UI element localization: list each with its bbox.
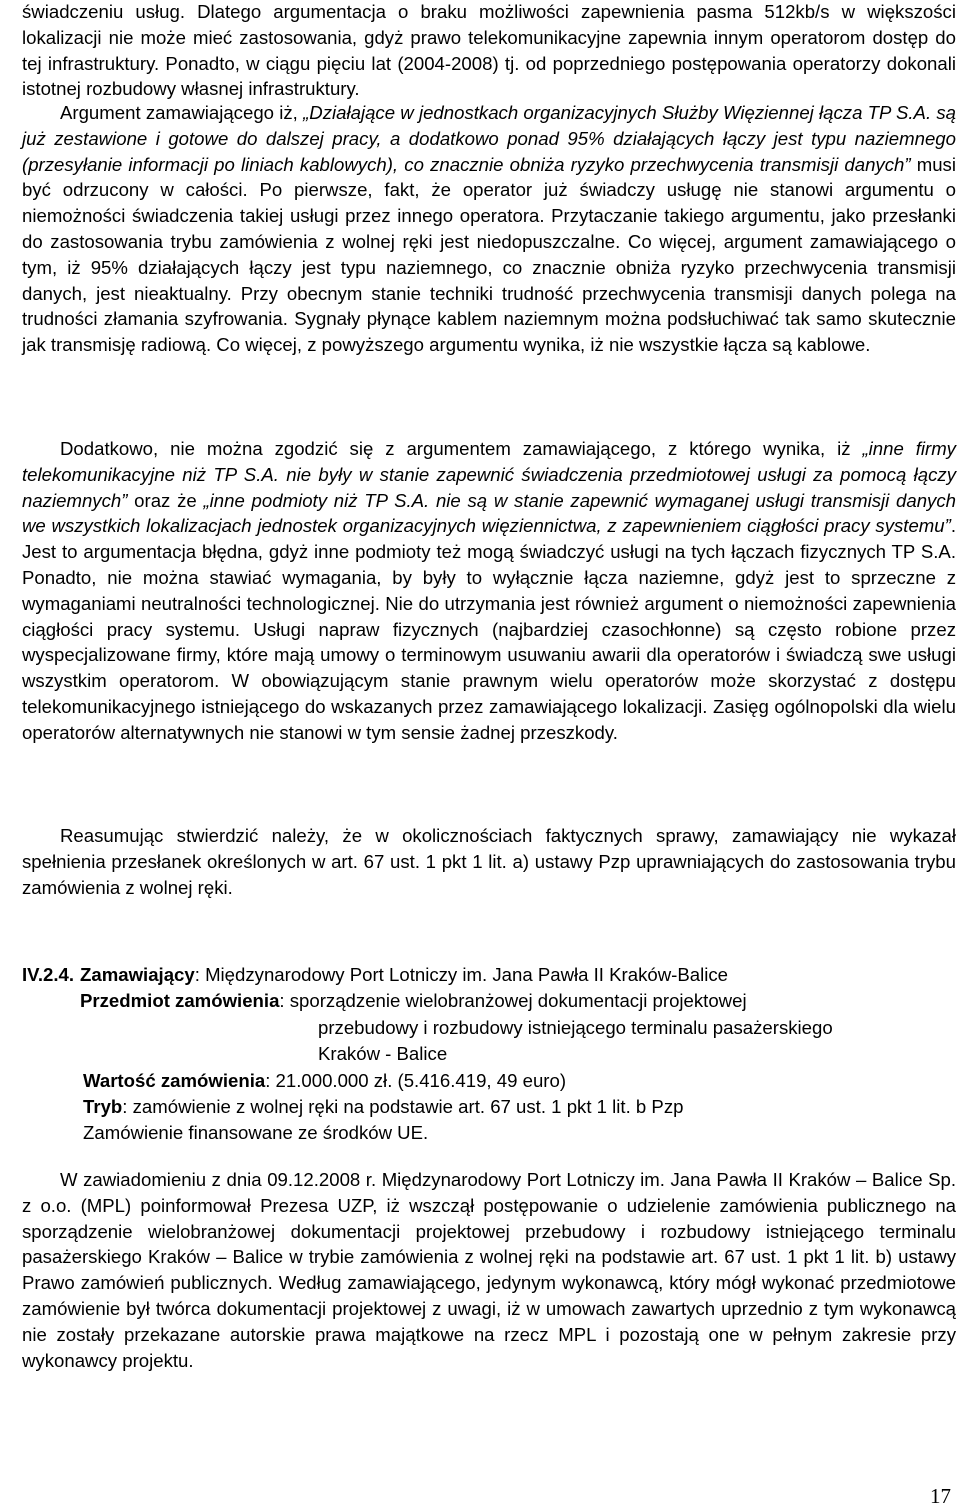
paragraph-3 [22, 436, 956, 746]
paragraph-5 [22, 1167, 956, 1373]
paragraph-3-text-start: Dodatkowo, nie można zgodzić się z argumentem zamawiającego, z którego wynika, iż [60, 438, 863, 459]
paragraph-3-text-end: . Jest to argumentacja błędna, gdyż inne podmioty też mogą świadczyć usługi na tych łączach fizycznych TP S.A. Ponadto, nie można stawiać wymagania, by były to wyłącznie łącza naziemne, gdyż jest to sprzeczne z wymaganiami neutralności technologicznej. Nie do utrzymania jest również argument o niemożności zapewnienia ciągłości pracy systemu. Usługi napraw fizycznych (najbardziej czasochłonne) są często robione przez wyspecjalizowane firmy, które mają umowy o terminowym usuwaniu awarii dla operatorów i świadczą swe usługi wszystkim operatorom. W obowiązującym stanie prawnym wielu operatorów może skorzystać z dostępu telekomunikacyjnego istniejącego do wskazanych przez zamawiającego lokalizacji. Zasięg ogólnopolski dla wielu operatorów alternatywnych nie stanowi w tym sensie żadnej przeszkody. [22, 515, 956, 743]
ordering-party-line [80, 962, 728, 988]
subject-value-1: : sporządzenie wielobranżowej dokumentacji projektowej [279, 990, 747, 1011]
mode-label: Tryb [83, 1096, 123, 1117]
paragraph-2-text-start: Argument zamawiającego iż, [60, 102, 304, 123]
paragraph-5-text: W zawiadomieniu z dnia 09.12.2008 r. Międzynarodowy Port Lotniczy im. Jana Pawła II Kraków – Balice Sp. z o.o. (MPL) poinformował Prezesa UZP, iż wszczął postępowanie o udzielenie zamówienia publicznego na sporządzenie wielobranżowej dokumentacji projektowej przebudowy i rozbudowy istniejącego terminalu pasażerskiego Kraków – Balice w trybie zamówienia z wolnej ręki na podstawie art. 67 ust. 1 pkt 1 lit. b) ustawy Prawo zamówień publicznych. Według zamawiającego, jedynym wykonawcą, który mógł wykonać przedmiotowe zamówienie był twórca dokumentacji projektowej z uwagi, iż w umowach zawartych uprzednio z tym wykonawcą nie zostały przekazane autorskie prawa majątkowe na rzecz MPL i pozostają one w pełnym zakresie przy wykonawcy projektu. [22, 1169, 956, 1371]
paragraph-1-text: świadczeniu usług. Dlatego argumentacja o braku możliwości zapewnienia pasma 512kb/s w większości lokalizacji nie może mieć zastosowania, gdyż prawo telekomunikacyjne zapewnia innym operatorom dostęp do tej infrastruktury. Ponadto, w ciągu pięciu lat (2004-2008) tj. od poprzedniego postępowania operatorzy dokonali istotnej rozbudowy własnej infrastruktury. [22, 1, 956, 100]
value-label: Wartość zamówienia [83, 1070, 266, 1091]
value-amount: : 21.000.000 zł. (5.416.419, 49 euro) [265, 1070, 567, 1091]
mode-line [83, 1094, 683, 1120]
value-line [83, 1068, 566, 1094]
paragraph-1 [22, 0, 956, 102]
subject-value-3: Kraków - Balice [318, 1043, 448, 1064]
paragraph-4 [22, 823, 956, 900]
mode-value: : zamówienie z wolnej ręki na podstawie art. 67 ust. 1 pkt 1 lit. b Pzp [122, 1096, 684, 1117]
paragraph-3-quote-1: „inne firmy telekomunikacyjne niż TP S.A. nie były w stanie zapewnić świadczenia przedmiotowej usługi za pomocą łączy naziemnych” [22, 438, 956, 511]
subject-value-2: przebudowy i rozbudowy istniejącego terminalu pasażerskiego [318, 1017, 833, 1038]
paragraph-2-text-end: musi być odrzucony w całości. Po pierwsze, fakt, że operator już świadczy usługę nie stanowi argumentu o niemożności świadczenia takiej usługi przez innego operatora. Przytaczanie takiego argumentu, jako przesłanki do zastosowania trybu zamówienia z wolnej ręki jest niedopuszczalne. Co więcej, argument zamawiającego o tym, iż 95% działających łączy jest typu naziemnego, co znacznie obniża ryzyko przechwycenia transmisji danych, jest nieaktualny. Przy obecnym stanie techniki trudność przechwycenia transmisji danych polega na trudności złamania szyfrowania. Sygnały płynące kablem naziemnym można podsłuchiwać tak samo skutecznie jak transmisję radiową. Co więcej, z powyższego argumentu wynika, iż nie wszystkie łącza są kablowe. [22, 153, 956, 356]
ordering-party-value: : Międzynarodowy Port Lotniczy im. Jana Pawła II Kraków-Balice [194, 964, 728, 985]
paragraph-2-quote: „Działające w jednostkach organizacyjnych Służby Więziennej łącza TP S.A. są już zestawione i gotowe do dalszej pracy, a dodatkowo ponad 95% działających łączy jest typu naziemnego (przesyłanie informacji po liniach kablowych), co znacznie obniża ryzyko przechwycenia transmisji danych” [22, 102, 956, 175]
paragraph-4-text: Reasumując stwierdzić należy, że w okolicznościach faktycznych sprawy, zamawiający nie wykazał spełnienia przesłanek określonych w art. 67 ust. 1 pkt 1 lit. a) ustawy Pzp uprawniających do zastosowania trybu zamówienia z wolnej ręki. [22, 825, 956, 898]
page-number: 17 [930, 1484, 951, 1508]
ordering-party-label: Zamawiający [80, 964, 195, 985]
section-number: IV.2.4. [22, 964, 75, 985]
subject-line [80, 988, 747, 1014]
funding-line: Zamówienie finansowane ze środków UE. [83, 1122, 429, 1143]
paragraph-2 [22, 100, 956, 358]
paragraph-3-text-mid: oraz że [127, 489, 204, 511]
paragraph-3-quote-2: „inne podmioty niż TP S.A. nie są w stanie zapewnić wymaganej usługi transmisji danych we wszystkich lokalizacjach jednostek organizacyjnych więziennictwa, z zapewnieniem ciągłości pracy systemu” [22, 489, 956, 537]
subject-label: Przedmiot zamówienia [80, 990, 280, 1011]
